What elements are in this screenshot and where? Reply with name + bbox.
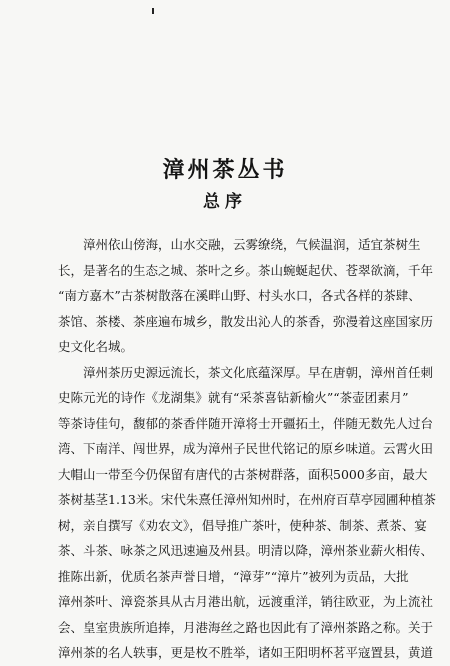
text-line: 茶树基茎1.13米。宋代朱熹任漳州知州时，在州府百草亭园圃种植茶 (58, 492, 436, 507)
text-line: 树，亲自撰写《劝农文》，倡导推广茶叶，使种茶、制茶、煮茶、宴 (58, 517, 427, 533)
text-line: 等茶诗佳句，馥郁的茶香伴随开漳将士开疆拓土，伴随无数先人过台 (58, 415, 434, 431)
text-line: 史陈元光的诗作《龙湖集》就有“采茶喜钻新榆火”“茶壶团素月” (58, 390, 409, 405)
text-line: 漳州茶的名人轶事，更是枚不胜举，诸如王阳明杯茗平寇置县，黄道 (58, 645, 434, 660)
body-text (58, 232, 436, 666)
text-line: 漳州茶叶、漳瓷茶具从古月港出航，远渡重洋，销往欧亚，为上流社 (58, 594, 434, 609)
paragraph-2 (58, 360, 436, 666)
text-line: 会、皇室贵族所追捧，月港海丝之路也因此有了漳州茶路之称。关于 (58, 619, 434, 635)
text-line: 漳州依山傍海，山水交融，云雾缭绕，气候温润，适宜茶树生 (58, 237, 421, 252)
text-line: “南方嘉木”古茶树散落在溪畔山野、村头水口，各式各样的茶肆、 (58, 288, 421, 303)
text-line: 大帽山一带至今仍保留有唐代的古茶树群落，面积5000多亩，最大 (58, 466, 428, 482)
text-line: 茶馆、茶楼、茶座遍布城乡，散发出沁人的茶香，弥漫着这座国家历 (58, 313, 434, 329)
text-line: 长，是著名的生态之城、茶叶之乡。茶山蜿蜒起伏、苍翠欲滴，千年 (58, 262, 434, 278)
text-line: 史文化名城。 (58, 339, 134, 354)
text-line: 推陈出新，优质名茶声誉日增，“漳芽”“漳片”被列为贡品，大批 (58, 568, 409, 584)
page-title: 漳州茶丛书 (162, 157, 288, 183)
text-line: 漳州茶历史源远流长，茶文化底蕴深厚。早在唐朝，漳州首任刺 (58, 364, 434, 380)
text-line: 茶、斗茶、咏茶之风迅速遍及州县。明清以降，漳州茶业薪火相传、 (58, 543, 434, 558)
page-subtitle: 总序 (203, 192, 247, 212)
text-line: 湾、下南洋、闯世界，成为漳州子民世代铭记的原乡味道。云霄火田 (58, 441, 434, 456)
paragraph-1 (58, 232, 434, 360)
top-margin-mark (152, 8, 154, 14)
